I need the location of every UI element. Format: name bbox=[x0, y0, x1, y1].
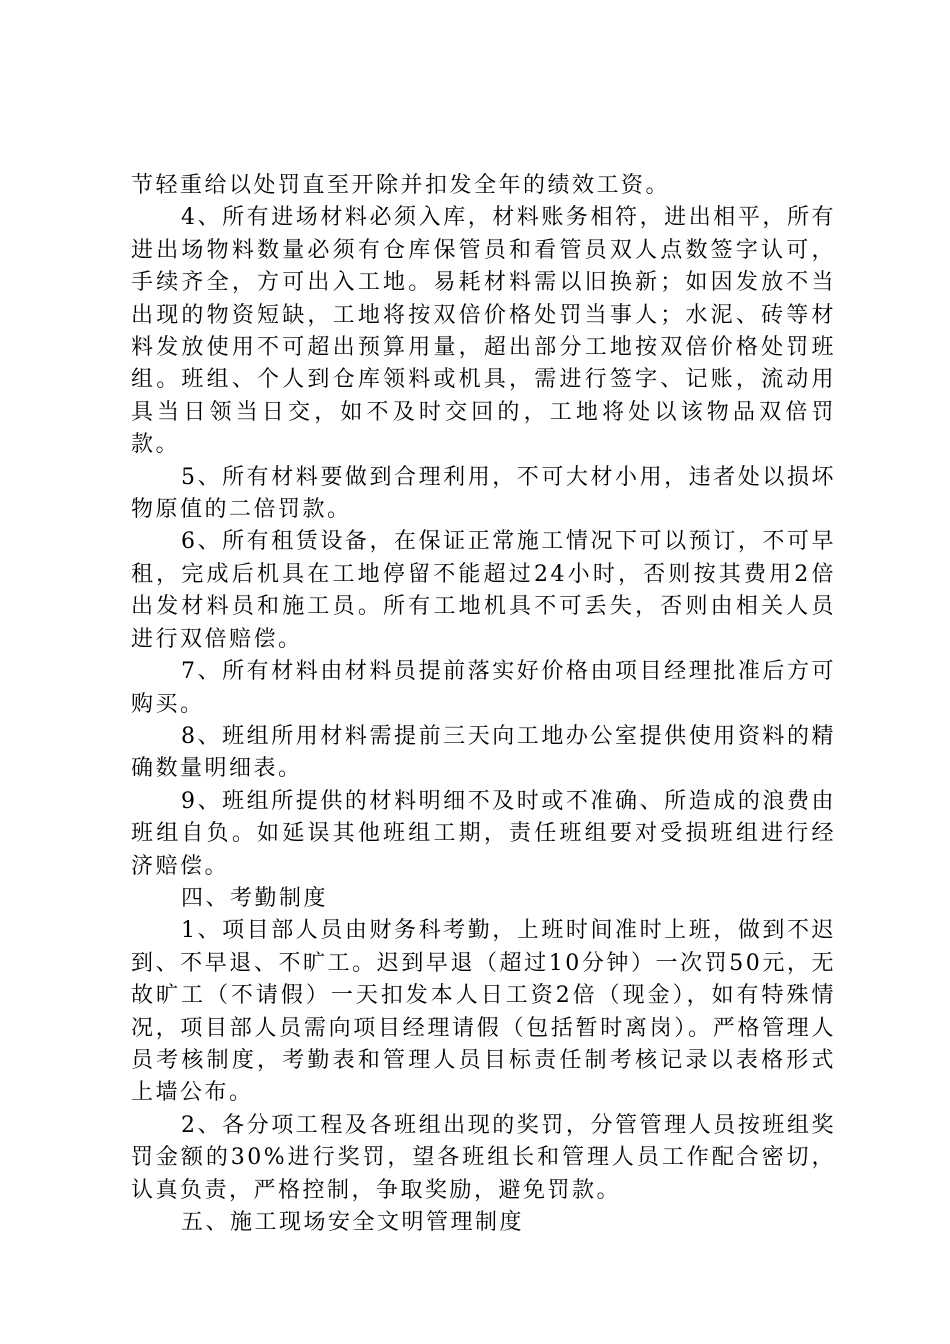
paragraph-item-8: 8、班组所用材料需提前三天向工地办公室提供使用资料的精确数量明细表。 bbox=[131, 723, 836, 782]
paragraph-item-9: 9、班组所提供的材料明细不及时或不准确、所造成的浪费由班组自负。如延误其他班组工期，责任班组要对受损班组进行经济赔偿。 bbox=[131, 788, 836, 879]
paragraph-attendance-2: 2、各分项工程及各班组出现的奖罚，分管管理人员按班组奖罚金额的30%进行奖罚，望各班组长和管理人员工作配合密切，认真负责，严格控制，争取奖励，避免罚款。 bbox=[131, 1112, 836, 1203]
paragraph-item-6: 6、所有租赁设备，在保证正常施工情况下可以预订，不可早租，完成后机具在工地停留不能超过24小时，否则按其费用2倍出发材料员和施工员。所有工地机具不可丢失，否则由相关人员进行双倍赔偿。 bbox=[131, 529, 836, 652]
paragraph-item-5: 5、所有材料要做到合理利用，不可大材小用，违者处以损坏物原值的二倍罚款。 bbox=[131, 464, 836, 523]
paragraph-item-7: 7、所有材料由材料员提前落实好价格由项目经理批准后方可购买。 bbox=[131, 659, 836, 717]
document-body bbox=[131, 170, 836, 1239]
section-heading-safety: 五、施工现场安全文明管理制度 bbox=[181, 1210, 525, 1235]
paragraph-item-4: 4、所有进场材料必须入库，材料账务相符，进出相平，所有进出场物料数量必须有仓库保管员和看管员双人点数签字认可，手续齐全，方可出入工地。易耗材料需以旧换新；如因发放不当出现的物资短缺，工地将按双倍价格处罚当事人；水泥、砖等材料发放使用不可超出预算用量，超出部分工地按双倍价格处罚班组。班组、个人到仓库领料或机具，需进行签字、记账，流动用具当日领当日交，如不及时交回的，工地将处以该物品双倍罚款。 bbox=[131, 205, 836, 458]
paragraph-continuation: 节轻重给以处罚直至开除并扣发全年的绩效工资。 bbox=[131, 173, 671, 198]
section-heading-attendance: 四、考勤制度 bbox=[181, 885, 329, 911]
paragraph-attendance-1: 1、项目部人员由财务科考勤，上班时间准时上班，做到不迟到、不早退、不旷工。迟到早退（超过10分钟）一次罚50元，无故旷工（不请假）一天扣发本人日工资2倍（现金），如有特殊情况，项目部人员需向项目经理请假（包括暂时离岗）。严格管理人员考核制度，考勤表和管理人员目标责任制考核记录以表格形式上墙公布。 bbox=[131, 918, 836, 1106]
